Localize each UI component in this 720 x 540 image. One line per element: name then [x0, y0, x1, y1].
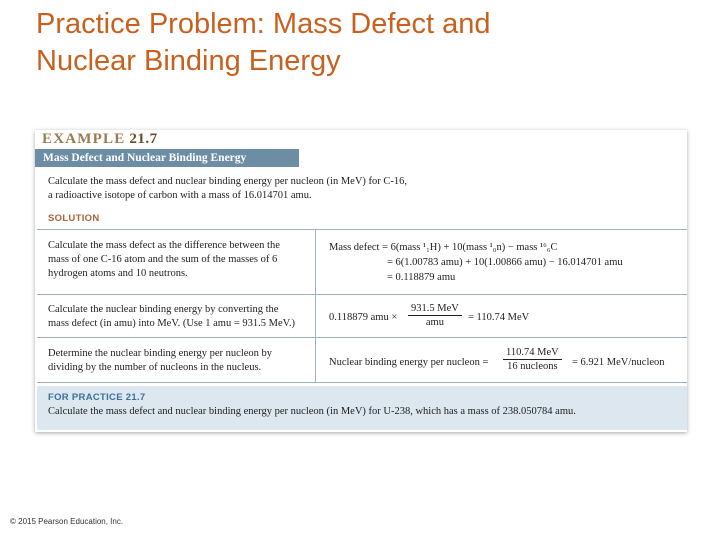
step-1-text-line-2: mass of one C-16 atom and the sum of the masses of 6: [48, 254, 278, 265]
slide-title: [36, 6, 686, 80]
divider: [37, 382, 687, 383]
slide-title-line-2: Nuclear Binding Energy: [36, 45, 341, 77]
step-1-work-line-1: Mass defect = 6(mass ¹₁H) + 10(mass ¹₀n) − mass ¹⁶₆C: [329, 242, 558, 253]
step-3-text-line-1: Determine the nuclear binding energy per nucleon by: [48, 348, 273, 359]
column-divider: [315, 229, 316, 382]
step-2-text-line-2: mass defect (in amu) into MeV. (Use 1 amu = 931.5 MeV.): [48, 318, 295, 329]
for-practice-label: FOR PRACTICE 21.7: [48, 392, 146, 403]
example-title-bar: Mass Defect and Nuclear Binding Energy: [35, 149, 299, 167]
example-heading: [42, 131, 158, 148]
step-2-fraction: [408, 302, 462, 329]
step-2-text-line-1: Calculate the nuclear binding energy by converting the: [48, 304, 279, 315]
step-3-text-line-2: dividing by the number of nucleons in the nucleus.: [48, 362, 262, 373]
step-3-work-prefix: Nuclear binding energy per nucleon =: [329, 357, 489, 368]
for-practice-text: Calculate the mass defect and nuclear binding energy per nucleon (in MeV) for U-238, which has a mass of 238.050784 amu.: [48, 406, 576, 417]
step-2-fraction-numerator: 931.5 MeV: [408, 302, 462, 316]
copyright-footer: © 2015 Pearson Education, Inc.: [10, 517, 124, 526]
divider: [37, 229, 687, 230]
problem-line-1: Calculate the mass defect and nuclear binding energy per nucleon (in MeV) for C-16,: [48, 176, 408, 187]
step-3-work-result: = 6.921 MeV/nucleon: [572, 357, 665, 368]
step-2-fraction-denominator: amu: [425, 317, 444, 328]
step-3-fraction-numerator: 110.74 MeV: [503, 346, 562, 360]
problem-line-2: a radioactive isotope of carbon with a mass of 16.014701 amu.: [48, 190, 312, 201]
step-1-work-line-2: = 6(1.00783 amu) + 10(1.00866 amu) − 16.014701 amu: [387, 257, 623, 268]
step-3-fraction: [503, 346, 562, 373]
step-1-work-line-3: = 0.118879 amu: [387, 272, 456, 283]
example-label: EXAMPLE: [42, 131, 126, 147]
solution-label: SOLUTION: [48, 213, 100, 224]
divider: [37, 294, 687, 295]
divider: [37, 337, 687, 338]
step-3-fraction-denominator: 16 nucleons: [507, 361, 558, 372]
step-1-text-line-1: Calculate the mass defect as the difference between the: [48, 240, 280, 251]
slide-title-line-1: Practice Problem: Mass Defect and: [36, 8, 491, 40]
step-1-text-line-3: hydrogen atoms and 10 neutrons.: [48, 268, 188, 279]
step-2-work-result: = 110.74 MeV: [468, 312, 530, 323]
step-2-work-prefix: 0.118879 amu ×: [329, 312, 398, 323]
example-number: 21.7: [129, 131, 158, 147]
